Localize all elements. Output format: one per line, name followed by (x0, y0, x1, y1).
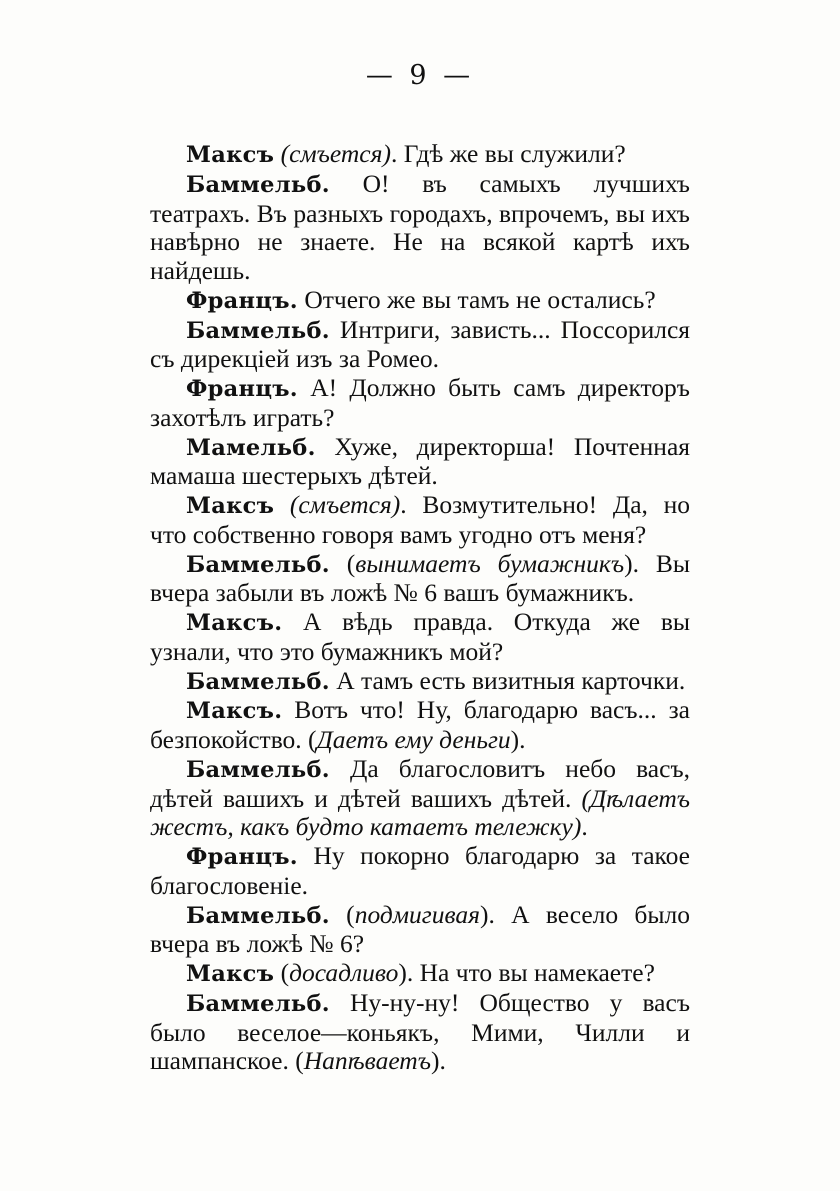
dialogue-line: Хуже, директорша! Почтенная мамаша шестерыхъ дѣтей. (150, 431, 690, 491)
stage-direction: Напѣваетъ (303, 1046, 431, 1076)
dialogue-paragraph (150, 901, 690, 960)
dialogue-line: Отчего же вы тамъ не остались? (297, 284, 656, 314)
speaker-name: Францъ. (186, 844, 298, 870)
speaker-name: Баммельб. (186, 317, 330, 344)
stage-direction: подмигивая (354, 899, 480, 929)
dialogue-line: Ну-ну-ну! Общество у васъ было веселое—коньякъ, Мими, Чилли и шампанское. ( (150, 987, 690, 1076)
dialogue-line: Ну покорно благодарю за такое благословеніе. (150, 841, 690, 900)
dialogue-paragraph (150, 286, 690, 316)
speaker-name: Максъ. (186, 610, 283, 636)
speaker-name: Баммельб. (186, 668, 330, 695)
dialogue-line: Вотъ что! Ну, благодарю васъ... за безпокойство. ( (150, 695, 690, 754)
stage-direction: досадливо (289, 958, 399, 987)
dialogue-paragraph (150, 550, 690, 609)
dialogue-paragraph (150, 696, 690, 755)
dialogue-line: . Гдѣ же вы служили? (390, 139, 626, 168)
stage-direction: вынимаетъ бумажникъ (355, 548, 625, 578)
dialogue-line: . Возмутительно! Да, но что собственно говоря вамъ угодно отъ меня? (150, 490, 690, 549)
dialogue-line: А вѣдь правда. Откуда же вы узнали, что это бумажникъ мой? (150, 607, 690, 666)
dialogue-text (150, 140, 690, 1076)
dialogue-paragraph (150, 140, 690, 170)
stage-direction: (смъется) (280, 139, 391, 168)
speaker-name: Францъ. (186, 376, 298, 402)
speaker-name: Максъ (186, 493, 275, 519)
dialogue-line: ( (329, 899, 355, 929)
stage-direction: Даетъ ему деньги (316, 725, 511, 754)
dialogue-paragraph (150, 755, 690, 842)
dialogue-line: Да благословитъ небо васъ, дѣтей вашихъ и дѣтей вашихъ дѣтей. (150, 753, 690, 813)
dialogue-paragraph (150, 433, 690, 492)
stage-direction: (смъется) (289, 490, 401, 519)
dialogue-line: ). (510, 725, 526, 754)
dialogue-paragraph (150, 667, 690, 697)
page-number: — 9 — (365, 60, 475, 91)
stage-direction: (Дѣлаетъ жестъ, какъ будто катаетъ тележку) (150, 783, 690, 842)
dialogue-paragraph (150, 170, 690, 286)
speaker-name: Максъ (186, 142, 275, 168)
dialogue-line: ( (329, 548, 356, 578)
dialogue-paragraph (150, 959, 690, 989)
dialogue-line: ). (430, 1046, 446, 1076)
dialogue-line: А тамъ есть визитныя карточки. (329, 665, 686, 695)
speaker-name: Баммельб. (186, 551, 330, 578)
dialogue-line: ). А весело было вчера въ ложѣ № 6? (150, 899, 690, 959)
speaker-name: Баммельб. (186, 171, 330, 198)
dialogue-line: О! въ самыхъ лучшихъ театрахъ. Въ разныхъ городахъ, впрочемъ, вы ихъ навѣрно не знаете. Не на всякой картѣ ихъ найдешь. (150, 168, 690, 285)
dialogue-line: ). Вы вчера забыли въ ложѣ № 6 вашъ бумажникъ. (150, 548, 690, 608)
dialogue-line: Интриги, зависть... Поссорился съ дирекціей изъ за Ромео. (150, 314, 690, 374)
dialogue-line: ( (274, 958, 290, 987)
dialogue-paragraph (150, 374, 690, 433)
dialogue-paragraph (150, 491, 690, 550)
speaker-name: Максъ (186, 961, 275, 987)
dialogue-line: А! Должно быть самъ директоръ захотѣлъ играть? (150, 373, 690, 432)
dialogue-paragraph (150, 842, 690, 901)
speaker-name: Баммельб. (186, 902, 330, 929)
speaker-name: Максъ. (186, 698, 283, 725)
dialogue-line: . (581, 812, 588, 842)
speaker-name: Мамельб. (186, 434, 316, 461)
dialogue-line: ). На что вы намекаете? (398, 958, 655, 987)
dialogue-line (274, 490, 290, 519)
dialogue-paragraph (150, 608, 690, 667)
speaker-name: Францъ. (186, 287, 298, 314)
speaker-name: Баммельб. (186, 756, 330, 783)
speaker-name: Баммельб. (186, 990, 330, 1017)
dialogue-paragraph (150, 316, 690, 375)
dialogue-paragraph (150, 989, 690, 1076)
